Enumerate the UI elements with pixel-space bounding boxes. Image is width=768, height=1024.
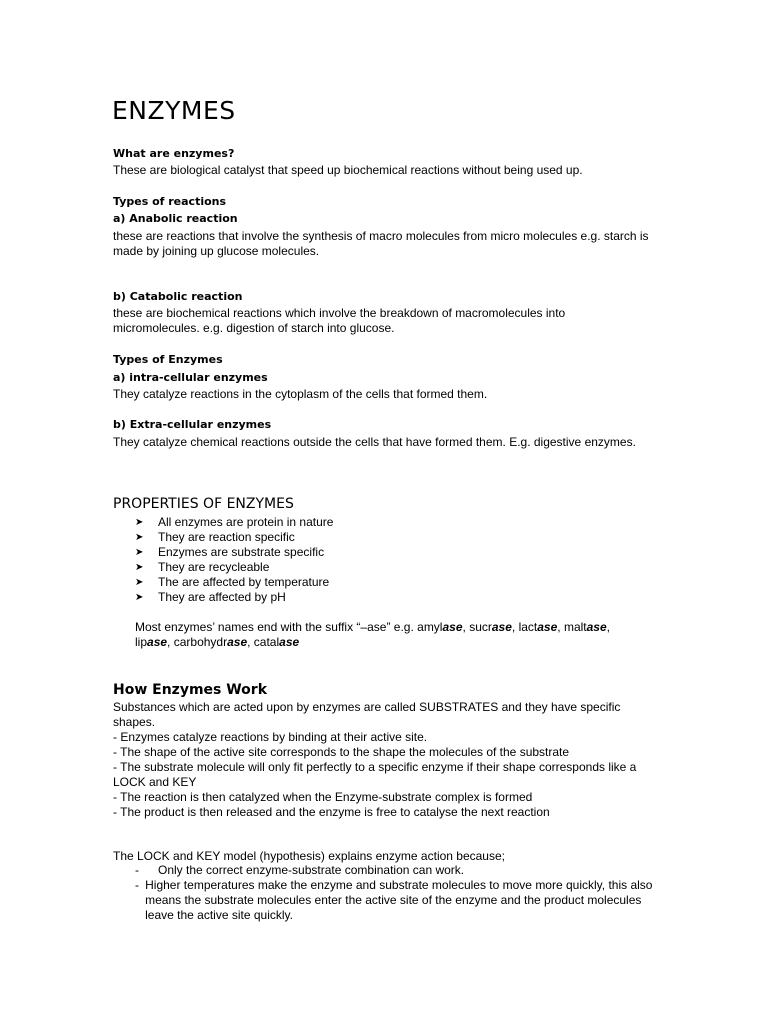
list-item: ➤ They are recycleable (135, 560, 270, 574)
how-text (113, 700, 653, 820)
dash-bullet: - (135, 863, 139, 877)
list-item: ➤ All enzymes are protein in nature (135, 515, 334, 529)
types-reactions-heading: Types of reactions (113, 195, 227, 208)
extra-text: They catalyze chemical reactions outside the cells that have formed them. E.g. digestive enzymes. (113, 435, 636, 449)
anabolic-heading: a) Anabolic reaction (113, 212, 238, 225)
list-item: ➤ The are affected by temperature (135, 575, 330, 589)
list-item: ➤ They are reaction specific (135, 530, 295, 544)
intra-text: They catalyze reactions in the cytoplasm of the cells that formed them. (113, 387, 488, 401)
properties-list (135, 515, 333, 605)
properties-heading: PROPERTIES OF ENZYMES (113, 496, 294, 512)
arrow-bullet-icon: ➤ (135, 562, 144, 573)
what-heading: What are enzymes? (113, 147, 235, 160)
lock-intro: The LOCK and KEY model (hypothesis) explains enzyme action because; (113, 849, 505, 863)
catabolic-text: these are biochemical reactions which involve the breakdown of macromolecules into micromolecules. e.g. digestion of starch into glucose. (113, 306, 566, 335)
intra-heading: a) intra-cellular enzymes (113, 371, 268, 384)
lock-points-list (135, 863, 655, 923)
how-line: - Enzymes catalyze reactions by binding at their active site. (113, 730, 428, 744)
anabolic-text: these are reactions that involve the synthesis of macro molecules from micro molecules e.g. starch is made by joining up glucose molecules. (113, 229, 649, 258)
arrow-bullet-icon: ➤ (135, 592, 144, 603)
catabolic-heading: b) Catabolic reaction (113, 290, 243, 303)
how-heading: How Enzymes Work (113, 682, 268, 698)
page-title: ENZYMES (112, 96, 236, 125)
suffix-note: Most enzymes’ names end with the suffix “–ase” e.g. amylase, sucrase, lactase, maltase, lipase, carbohydrase, catalase (135, 620, 610, 649)
arrow-bullet-icon: ➤ (135, 547, 144, 558)
arrow-bullet-icon: ➤ (135, 577, 144, 588)
dash-bullet: - (135, 878, 139, 892)
arrow-bullet-icon: ➤ (135, 532, 144, 543)
what-text: These are biological catalyst that speed up biochemical reactions without being used up. (113, 163, 583, 177)
how-line: - The substrate molecule will only fit perfectly to a specific enzyme if their shape corresponds like a LOCK and KEY (113, 760, 637, 789)
how-line: - The reaction is then catalyzed when the Enzyme-substrate complex is formed (113, 790, 533, 804)
types-enzymes-heading: Types of Enzymes (113, 353, 223, 366)
list-item: ➤ Enzymes are substrate specific (135, 545, 325, 559)
how-line: Substances which are acted upon by enzymes are called SUBSTRATES and they have specific shapes. (113, 700, 621, 729)
how-line: - The shape of the active site corresponds to the shape the molecules of the substrate (113, 745, 570, 759)
list-item: - Only the correct enzyme-substrate combination can work. (135, 863, 465, 877)
arrow-bullet-icon: ➤ (135, 517, 144, 528)
list-item: ➤ They are affected by pH (135, 590, 286, 604)
how-line: - The product is then released and the enzyme is free to catalyse the next reaction (113, 805, 550, 819)
list-item: - Higher temperatures make the enzyme and substrate molecules to move more quickly, this also means the substrate molecules enter the active site of the enzyme and the product molecules leave the active site quickly. (135, 878, 653, 922)
extra-heading: b) Extra-cellular enzymes (113, 418, 272, 431)
